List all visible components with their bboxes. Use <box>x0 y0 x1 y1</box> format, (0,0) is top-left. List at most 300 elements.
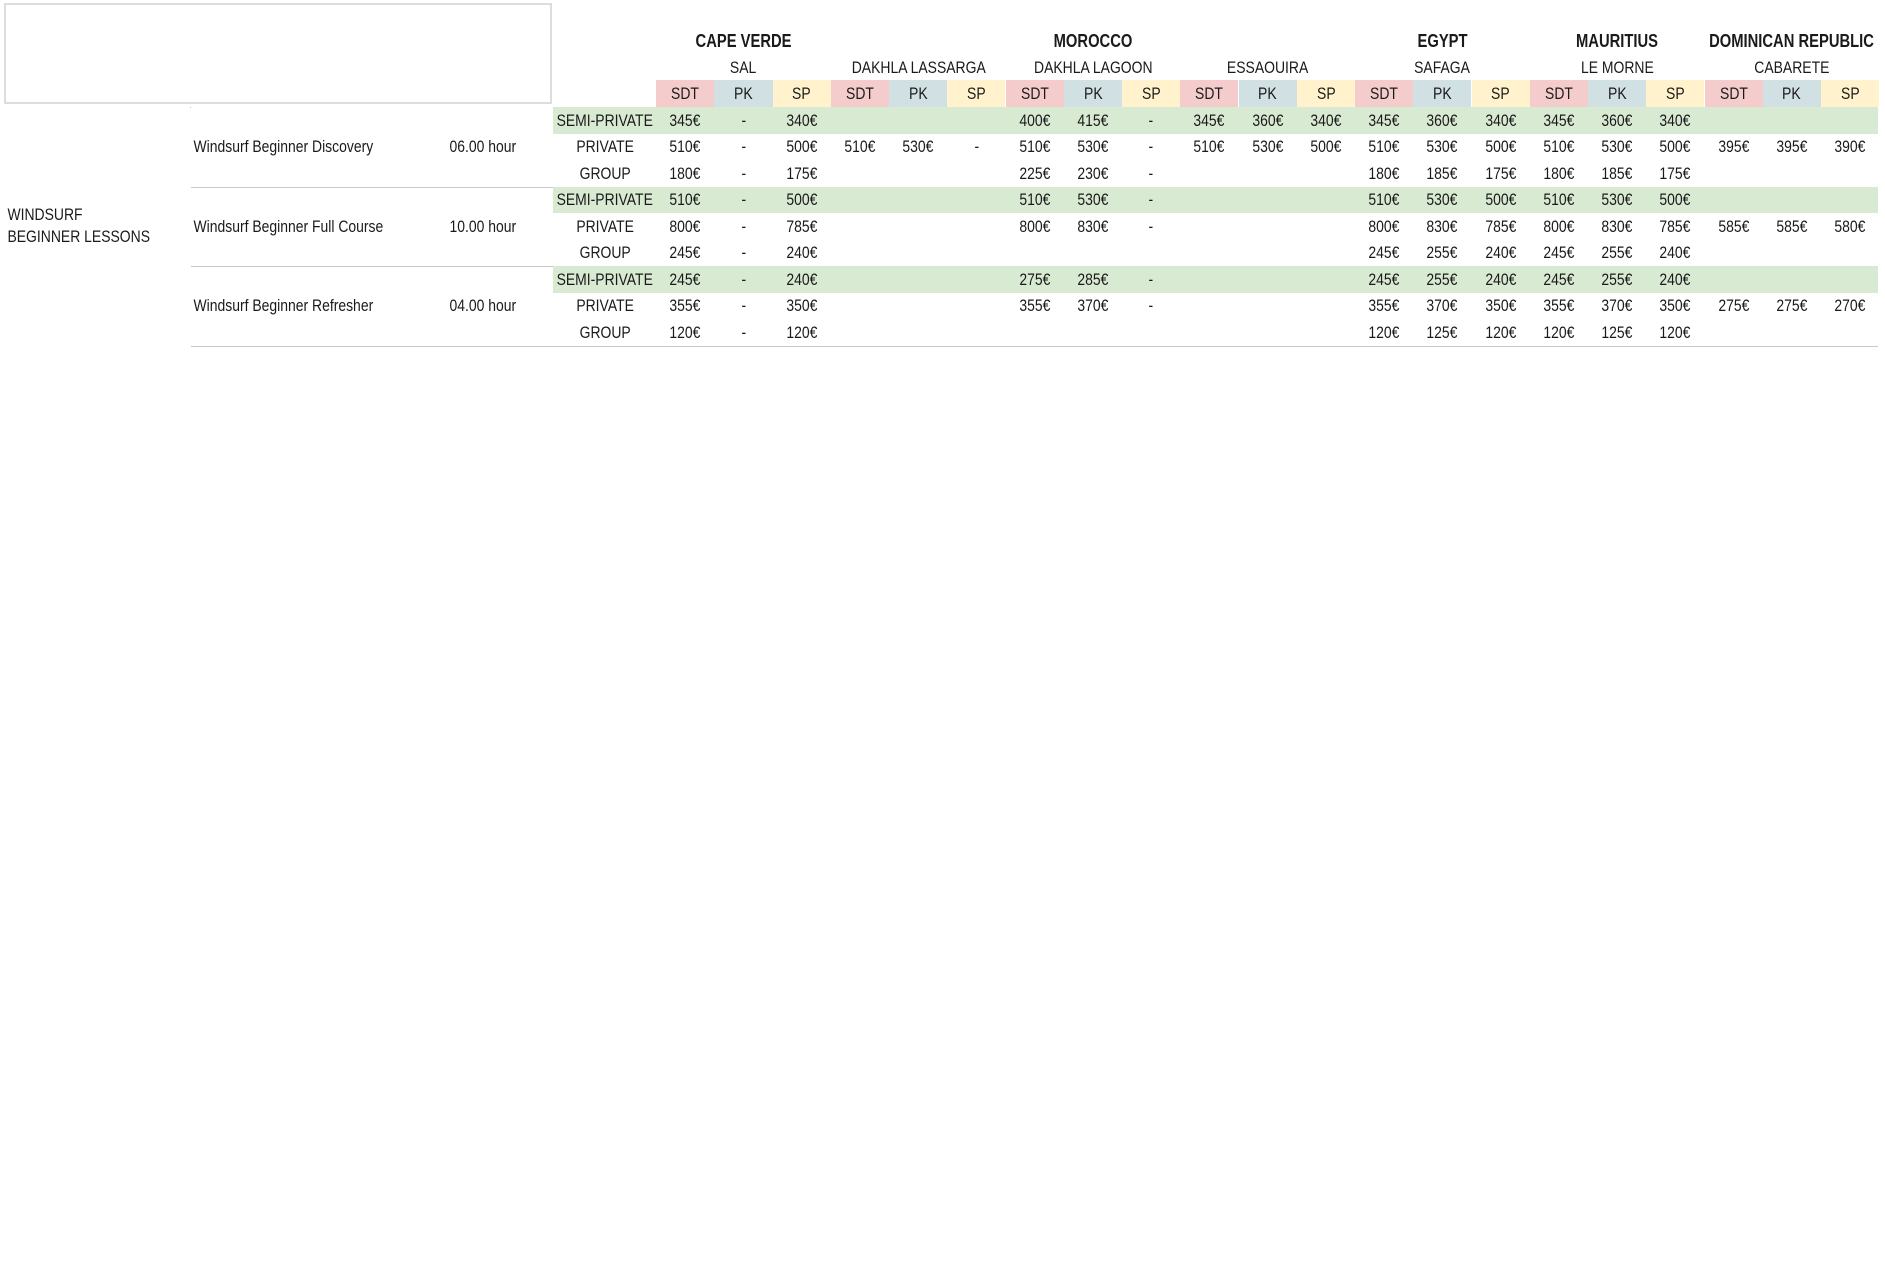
price-cell <box>714 134 772 161</box>
price-cell-text: 225€ <box>1019 163 1051 183</box>
price-cell-text: 255€ <box>1426 269 1458 289</box>
price-cell <box>1472 134 1530 161</box>
price-cell <box>1821 240 1879 267</box>
price-cell <box>1705 240 1763 267</box>
spot-header <box>831 54 1006 80</box>
price-cell-text: 500€ <box>1310 137 1342 157</box>
price-cell-text: 275€ <box>1019 269 1051 289</box>
price-cell <box>1705 160 1763 187</box>
price-cell <box>889 134 947 161</box>
price-cell <box>1006 134 1064 161</box>
price-cell <box>1297 319 1355 346</box>
country-header <box>831 28 1355 54</box>
price-cell-text: - <box>741 110 746 130</box>
price-cell <box>831 160 889 187</box>
price-cell-text: 585€ <box>1718 216 1750 236</box>
price-cell <box>889 107 947 134</box>
lesson-type-label <box>553 319 656 346</box>
price-cell <box>889 213 947 240</box>
price-cell <box>1180 107 1238 134</box>
price-cell <box>947 213 1005 240</box>
price-cell-text: 500€ <box>1659 137 1691 157</box>
price-cell <box>1355 240 1413 267</box>
price-cell-text: 415€ <box>1077 110 1109 130</box>
price-cell-text: 245€ <box>669 243 701 263</box>
price-cell <box>1180 240 1238 267</box>
board-type-sdt <box>1006 80 1064 107</box>
price-cell <box>1588 134 1646 161</box>
price-cell-text: 240€ <box>1659 243 1691 263</box>
board-type-sp <box>947 80 1005 107</box>
board-type-pk <box>714 80 772 107</box>
price-cell-text: - <box>1148 163 1154 183</box>
price-cell-text: 510€ <box>1193 137 1225 157</box>
price-cell <box>1122 213 1180 240</box>
spot-header-text: SAL <box>730 57 757 77</box>
board-type-sp-text: SP <box>1316 84 1336 103</box>
price-cell <box>1239 266 1297 293</box>
price-cell-text: - <box>1148 296 1154 316</box>
price-cell <box>1239 134 1297 161</box>
price-cell <box>889 293 947 320</box>
price-cell <box>831 107 889 134</box>
price-cell <box>1588 319 1646 346</box>
price-cell <box>1064 160 1122 187</box>
price-cell <box>1588 240 1646 267</box>
board-type-pk <box>1239 80 1297 107</box>
price-cell <box>1472 240 1530 267</box>
price-cell <box>1355 107 1413 134</box>
price-cell-text: - <box>1148 137 1154 157</box>
lesson-type-label-text: SEMI-PRIVATE <box>556 269 653 289</box>
price-cell <box>1122 293 1180 320</box>
price-cell <box>1472 319 1530 346</box>
price-cell <box>1763 319 1821 346</box>
price-cell-text: 830€ <box>1077 216 1109 236</box>
price-cell-text: - <box>1148 269 1154 289</box>
board-type-sdt-text: SDT <box>1719 84 1748 103</box>
spot-header-text: CABARETE <box>1754 57 1830 77</box>
price-cell-text: 240€ <box>1659 269 1691 289</box>
price-cell-text: 345€ <box>669 110 701 130</box>
price-cell-text: 270€ <box>1834 296 1866 316</box>
price-cell-text: - <box>741 190 746 210</box>
board-type-pk <box>1588 80 1646 107</box>
price-cell-text: 355€ <box>1019 296 1051 316</box>
price-cell <box>1472 187 1530 214</box>
price-cell-text: 500€ <box>1659 190 1691 210</box>
price-cell-text: 785€ <box>1659 216 1691 236</box>
price-cell <box>656 107 714 134</box>
price-cell-text: 185€ <box>1601 163 1633 183</box>
spot-header <box>656 54 831 80</box>
price-cell <box>1122 266 1180 293</box>
price-cell <box>1646 160 1704 187</box>
price-cell-text: 120€ <box>1543 322 1575 342</box>
price-cell <box>1763 134 1821 161</box>
price-cell <box>889 319 947 346</box>
price-cell-text: 530€ <box>1077 190 1109 210</box>
board-type-pk-text: PK <box>1258 84 1277 103</box>
price-cell <box>1297 213 1355 240</box>
price-cell <box>1472 107 1530 134</box>
duration-label-text: 06.00 hour <box>449 137 517 157</box>
board-type-sdt-text: SDT <box>1544 84 1573 103</box>
price-cell <box>1413 240 1471 267</box>
board-type-sp-text: SP <box>792 84 811 103</box>
price-cell <box>1297 187 1355 214</box>
lesson-type-label <box>553 213 656 240</box>
board-type-pk <box>889 80 947 107</box>
price-cell <box>1472 160 1530 187</box>
price-cell-text: 360€ <box>1252 110 1284 130</box>
price-cell <box>1413 187 1471 214</box>
price-cell <box>889 240 947 267</box>
price-cell <box>1530 187 1588 214</box>
price-cell-text: 120€ <box>669 322 701 342</box>
price-cell <box>1705 213 1763 240</box>
price-cell <box>1122 160 1180 187</box>
price-cell-text: 175€ <box>786 163 818 183</box>
price-cell-text: 500€ <box>1485 137 1517 157</box>
country-header <box>656 28 831 54</box>
price-cell <box>714 293 772 320</box>
price-cell-text: 510€ <box>1543 190 1575 210</box>
price-cell <box>1064 187 1122 214</box>
spot-header <box>1180 54 1355 80</box>
price-cell-text: 240€ <box>786 243 818 263</box>
price-cell <box>773 266 831 293</box>
course-name-text: Windsurf Beginner Full Course <box>193 216 384 236</box>
price-cell <box>714 107 772 134</box>
price-cell <box>714 319 772 346</box>
price-cell <box>1763 213 1821 240</box>
price-cell <box>1239 107 1297 134</box>
price-cell-text: - <box>1148 216 1154 236</box>
price-cell-text: 240€ <box>1485 243 1517 263</box>
price-cell-text: 340€ <box>1659 110 1691 130</box>
price-cell <box>1064 266 1122 293</box>
country-header <box>1355 28 1530 54</box>
price-cell-text: 355€ <box>669 296 701 316</box>
price-cell <box>1705 319 1763 346</box>
price-cell <box>889 187 947 214</box>
board-type-sp <box>1297 80 1355 107</box>
price-cell-text: 390€ <box>1834 137 1866 157</box>
board-type-sdt <box>1705 80 1763 107</box>
price-cell <box>1530 213 1588 240</box>
price-cell-text: 510€ <box>1543 137 1575 157</box>
price-cell <box>1064 240 1122 267</box>
board-type-pk-text: PK <box>1433 84 1452 103</box>
spot-header-text: LE MORNE <box>1580 57 1654 77</box>
country-header-text: EGYPT <box>1417 31 1468 51</box>
price-cell-text: 500€ <box>1485 190 1517 210</box>
section-col-divider <box>190 107 191 108</box>
price-cell-text: 245€ <box>1368 243 1400 263</box>
lesson-type-label-text: GROUP <box>579 322 631 342</box>
price-cell-text: - <box>741 216 746 236</box>
price-cell-text: 120€ <box>1659 322 1691 342</box>
price-cell-text: 395€ <box>1776 137 1808 157</box>
price-cell <box>1122 107 1180 134</box>
price-cell <box>1006 160 1064 187</box>
price-cell <box>1705 134 1763 161</box>
price-cell <box>1472 266 1530 293</box>
price-cell <box>714 187 772 214</box>
price-cell-text: - <box>741 243 746 263</box>
price-cell <box>773 134 831 161</box>
price-cell <box>1530 160 1588 187</box>
price-cell-text: 285€ <box>1077 269 1109 289</box>
price-cell <box>1297 107 1355 134</box>
price-cell <box>1180 213 1238 240</box>
board-type-sp-text: SP <box>1491 84 1510 103</box>
duration-label-text: 04.00 hour <box>449 296 517 316</box>
board-type-sdt <box>831 80 889 107</box>
price-cell-text: 530€ <box>902 137 934 157</box>
price-cell-text: 180€ <box>1543 163 1575 183</box>
price-cell-text: - <box>1148 190 1154 210</box>
lesson-type-label <box>553 134 656 161</box>
price-cell <box>1006 266 1064 293</box>
price-cell <box>1355 187 1413 214</box>
price-cell <box>1530 107 1588 134</box>
price-cell <box>1064 107 1122 134</box>
price-cell-text: 340€ <box>1310 110 1342 130</box>
price-cell <box>1821 134 1879 161</box>
price-cell <box>1180 134 1238 161</box>
price-cell-text: 245€ <box>669 269 701 289</box>
price-cell <box>1763 266 1821 293</box>
price-cell <box>1472 293 1530 320</box>
price-cell <box>656 160 714 187</box>
board-type-sp <box>1122 80 1180 107</box>
lesson-type-label-text: GROUP <box>579 163 631 183</box>
price-cell <box>1646 107 1704 134</box>
price-cell <box>1413 107 1471 134</box>
price-cell-text: 120€ <box>786 322 818 342</box>
price-cell-text: 175€ <box>1659 163 1691 183</box>
spot-header <box>1705 54 1880 80</box>
board-type-sp <box>773 80 831 107</box>
price-cell <box>831 240 889 267</box>
price-cell <box>656 319 714 346</box>
price-cell <box>1064 134 1122 161</box>
price-cell-text: 360€ <box>1426 110 1458 130</box>
board-type-pk-text: PK <box>1083 84 1103 103</box>
course-divider <box>191 346 1878 347</box>
section-name <box>5 107 191 346</box>
board-type-sdt <box>1355 80 1413 107</box>
course-name <box>191 107 447 187</box>
board-type-sdt-text: SDT <box>1020 84 1049 103</box>
price-cell-text: 370€ <box>1601 296 1633 316</box>
board-type-sp-text: SP <box>967 84 986 103</box>
lesson-type-label-text: SEMI-PRIVATE <box>556 190 653 210</box>
price-cell-text: 580€ <box>1834 216 1866 236</box>
spot-header-text: DAKHLA LAGOON <box>1033 57 1153 77</box>
price-cell <box>1355 319 1413 346</box>
price-cell-text: 350€ <box>1485 296 1517 316</box>
price-cell <box>1355 213 1413 240</box>
price-cell <box>1705 107 1763 134</box>
board-type-pk-text: PK <box>908 84 928 103</box>
price-cell-text: 400€ <box>1019 110 1051 130</box>
price-cell <box>1006 213 1064 240</box>
price-cell <box>1413 134 1471 161</box>
price-cell <box>656 187 714 214</box>
course-name <box>191 266 447 346</box>
price-cell <box>1122 319 1180 346</box>
price-cell <box>656 134 714 161</box>
price-cell <box>1763 107 1821 134</box>
price-cell-text: 530€ <box>1601 190 1633 210</box>
price-cell-text: 510€ <box>1019 190 1051 210</box>
price-cell-text: 530€ <box>1601 137 1633 157</box>
price-cell <box>1530 266 1588 293</box>
price-cell-text: 120€ <box>1485 322 1517 342</box>
price-cell <box>947 134 1005 161</box>
price-cell-text: 500€ <box>786 137 818 157</box>
price-cell <box>773 319 831 346</box>
price-cell-text: 830€ <box>1601 216 1633 236</box>
price-cell <box>1588 266 1646 293</box>
board-type-sdt <box>1530 80 1588 107</box>
price-cell <box>1413 293 1471 320</box>
price-cell <box>1006 107 1064 134</box>
lesson-type-label-text: GROUP <box>579 243 631 263</box>
price-cell <box>831 293 889 320</box>
header-empty-block <box>4 3 553 104</box>
price-cell-text: 800€ <box>1019 216 1051 236</box>
board-type-pk-text: PK <box>1607 84 1627 103</box>
price-cell <box>1530 319 1588 346</box>
price-cell <box>1646 134 1704 161</box>
price-cell-text: 245€ <box>1543 243 1575 263</box>
board-type-sdt-text: SDT <box>1195 84 1224 103</box>
price-cell <box>1588 160 1646 187</box>
price-cell-text: 370€ <box>1426 296 1458 316</box>
board-type-sp-text: SP <box>1141 84 1161 103</box>
price-cell <box>1821 160 1879 187</box>
price-cell-text: 245€ <box>1543 269 1575 289</box>
price-cell <box>1180 187 1238 214</box>
price-cell <box>714 240 772 267</box>
lesson-type-label <box>553 240 656 267</box>
price-cell <box>1472 213 1530 240</box>
lesson-type-label <box>553 107 656 134</box>
price-cell <box>1646 213 1704 240</box>
price-cell <box>1588 213 1646 240</box>
price-cell-text: 345€ <box>1368 110 1400 130</box>
price-cell-text: 395€ <box>1718 137 1750 157</box>
price-cell <box>1180 160 1238 187</box>
price-cell <box>1705 187 1763 214</box>
price-cell <box>656 266 714 293</box>
price-cell <box>1821 107 1879 134</box>
price-cell-text: - <box>741 163 746 183</box>
board-type-sdt-text: SDT <box>846 84 874 103</box>
price-cell-text: 530€ <box>1077 137 1109 157</box>
price-cell-text: - <box>741 269 746 289</box>
price-cell <box>1239 319 1297 346</box>
price-cell <box>1239 240 1297 267</box>
price-cell <box>831 266 889 293</box>
price-cell-text: 510€ <box>1368 190 1400 210</box>
price-cell <box>1821 266 1879 293</box>
price-cell <box>1297 266 1355 293</box>
spot-header <box>1530 54 1705 80</box>
lesson-type-label-text: PRIVATE <box>575 137 634 157</box>
price-cell <box>773 293 831 320</box>
price-cell <box>1821 293 1879 320</box>
price-cell <box>1355 266 1413 293</box>
board-type-pk-text: PK <box>734 84 753 103</box>
duration-label <box>447 107 553 187</box>
lesson-type-label-text: PRIVATE <box>575 216 634 236</box>
spot-header <box>1006 54 1181 80</box>
price-cell-text: 785€ <box>1485 216 1517 236</box>
price-cell <box>1588 293 1646 320</box>
price-cell <box>773 240 831 267</box>
duration-label <box>447 266 553 346</box>
price-cell <box>1180 319 1238 346</box>
board-type-sdt <box>1180 80 1238 107</box>
price-cell <box>1297 293 1355 320</box>
price-cell-text: 530€ <box>1426 190 1458 210</box>
price-cell <box>1705 293 1763 320</box>
board-type-sp-text: SP <box>1665 84 1685 103</box>
price-cell <box>1297 240 1355 267</box>
price-cell <box>1122 134 1180 161</box>
price-cell-text: 350€ <box>786 296 818 316</box>
board-type-pk <box>1064 80 1122 107</box>
price-cell-text: - <box>741 137 746 157</box>
board-type-pk <box>1763 80 1821 107</box>
lesson-type-label-text: PRIVATE <box>575 296 634 316</box>
lesson-type-label <box>553 160 656 187</box>
country-header-text: DOMINICAN REPUBLIC <box>1709 31 1875 51</box>
price-cell <box>1763 187 1821 214</box>
country-header-text: MAURITIUS <box>1576 31 1659 51</box>
price-cell <box>773 160 831 187</box>
country-header <box>1705 28 1880 54</box>
price-cell <box>831 134 889 161</box>
duration-label <box>447 187 553 267</box>
price-cell-text: 510€ <box>844 137 876 157</box>
price-cell <box>1530 293 1588 320</box>
board-type-pk <box>1413 80 1471 107</box>
price-cell <box>1821 319 1879 346</box>
price-cell-text: 340€ <box>786 110 818 130</box>
price-cell-text: 120€ <box>1368 322 1400 342</box>
price-cell <box>1413 213 1471 240</box>
price-cell-text: 230€ <box>1077 163 1109 183</box>
price-cell <box>1239 293 1297 320</box>
price-cell-text: - <box>1148 110 1154 130</box>
price-cell <box>1239 187 1297 214</box>
price-cell <box>947 293 1005 320</box>
price-cell <box>1413 319 1471 346</box>
price-cell-text: 360€ <box>1601 110 1633 130</box>
price-cell-text: 355€ <box>1543 296 1575 316</box>
price-cell <box>1646 187 1704 214</box>
price-cell <box>1646 293 1704 320</box>
price-cell <box>714 160 772 187</box>
price-cell <box>1355 160 1413 187</box>
price-cell <box>1355 134 1413 161</box>
